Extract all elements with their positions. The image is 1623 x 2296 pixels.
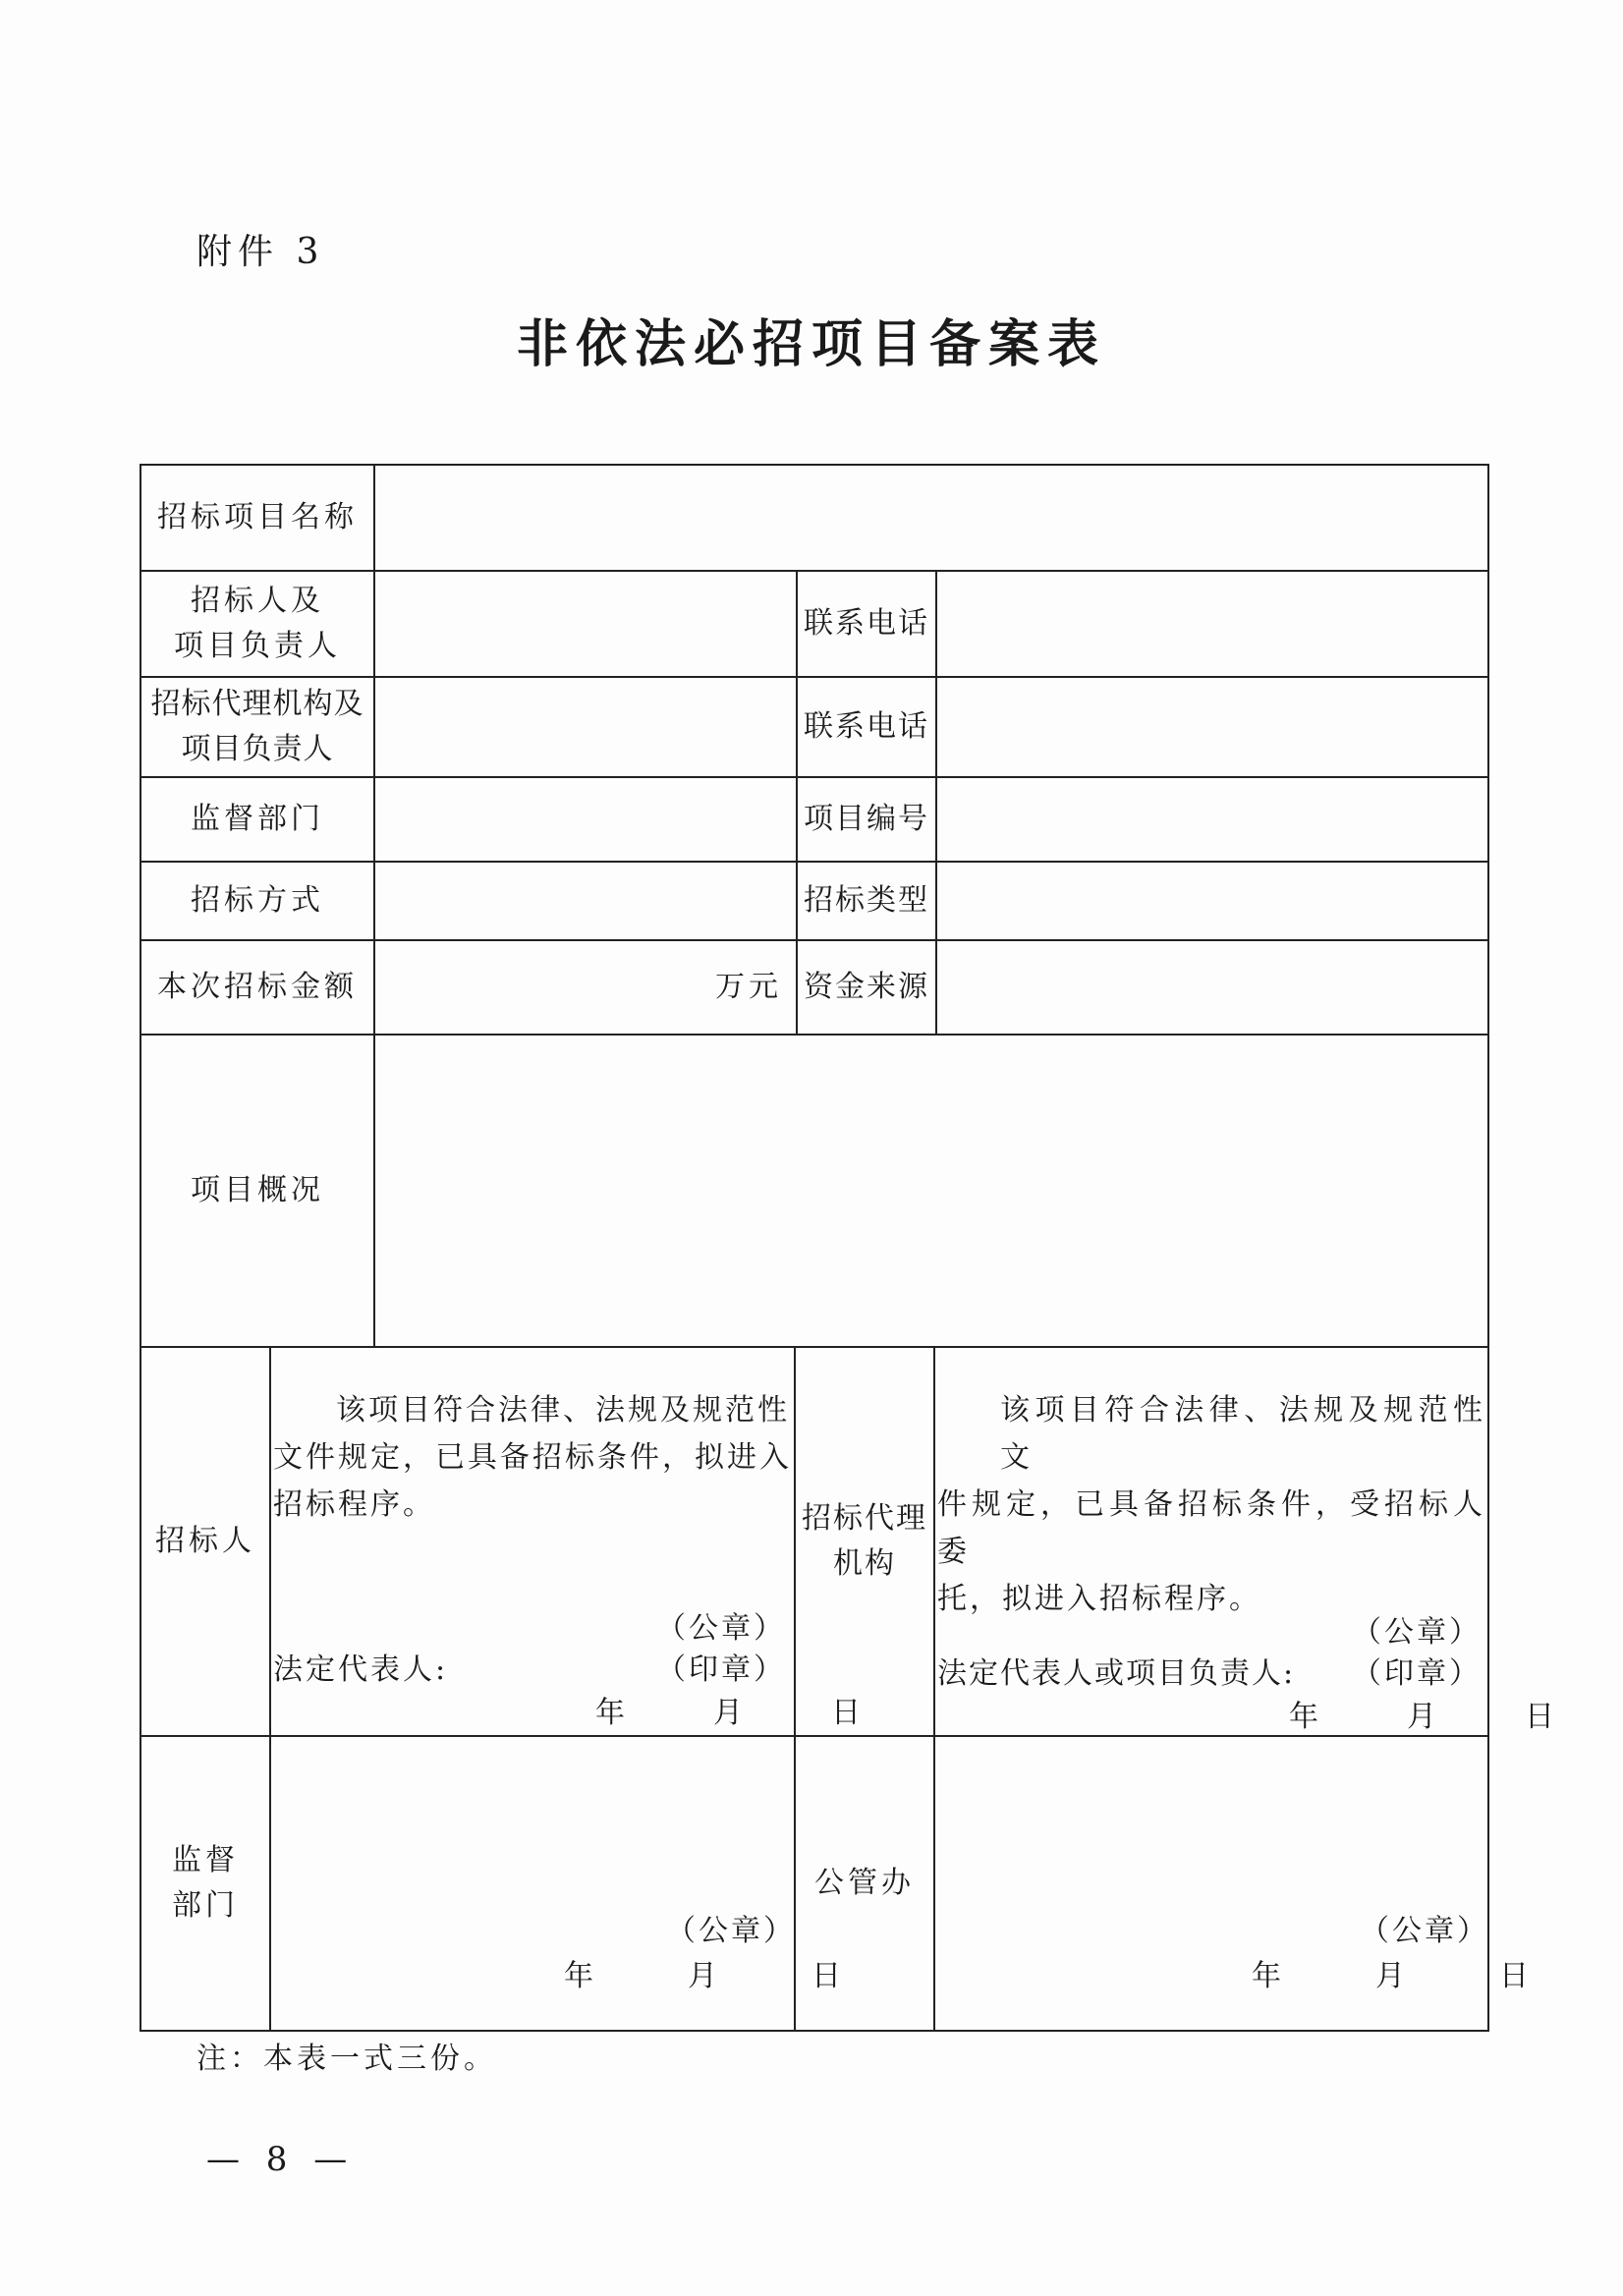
- phone-label-1: 联系电话: [804, 606, 929, 641]
- attachment-label: 附件 3: [196, 232, 325, 272]
- amount-field[interactable]: [375, 941, 796, 1034]
- bid-method-field[interactable]: [375, 863, 796, 939]
- project-name-label: 招标项目名称: [157, 500, 358, 534]
- agency-statement-line: 该项目符合法律、法规及规范性文: [1000, 1393, 1485, 1475]
- fund-source-field[interactable]: [937, 941, 1487, 1034]
- fund-source-label: 资金来源: [804, 970, 929, 1004]
- agency-label-line2: 项目负责人: [181, 732, 334, 766]
- project-no-label: 项目编号: [804, 802, 929, 836]
- supervision-dept-label: 监督部门: [191, 802, 324, 836]
- agency-statement: [937, 1387, 1485, 1623]
- bid-type-field[interactable]: [937, 863, 1487, 939]
- overview-label: 项目概况: [191, 1173, 324, 1207]
- column-divider: [933, 1346, 935, 2032]
- table-border-bottom: [140, 2030, 1489, 2032]
- public-office-seal: （公章）: [1360, 1914, 1489, 1948]
- tenderer-rep-label: 法定代表人:: [273, 1652, 449, 1687]
- agency-statement-line: 托，拟进入招标程序。: [937, 1582, 1261, 1616]
- tenderer-label-line2: 项目负责人: [174, 629, 341, 663]
- agency-section-label: [796, 1348, 933, 1735]
- public-office-label: 公管办: [814, 1866, 915, 1900]
- agency-rep-label: 法定代表人或项目负责人:: [937, 1656, 1296, 1691]
- supervision-seal: （公章）: [666, 1914, 796, 1948]
- page-number: — 8 —: [206, 2140, 356, 2179]
- tenderer-statement-line: 该项目符合法律、法规及规范性: [336, 1393, 790, 1428]
- agency-label-line1: 招标代理机构及: [150, 687, 364, 721]
- public-office-date: 年 月 日: [1252, 1959, 1540, 1993]
- phone-field-2[interactable]: [937, 678, 1487, 776]
- supervision-date: 年 月 日: [564, 1959, 853, 1993]
- tenderer-date: 年 月 日: [595, 1696, 870, 1730]
- tenderer-field[interactable]: [375, 572, 796, 676]
- footnote: 注：本表一式三份。: [196, 2042, 497, 2076]
- amount-label: 本次招标金额: [157, 970, 358, 1004]
- tenderer-statement-line: 文件规定，已具备招标条件，拟进入: [273, 1440, 792, 1475]
- form-title: 非依法必招项目备案表: [516, 314, 1106, 374]
- agency-date: 年 月 日: [1289, 1700, 1564, 1734]
- tenderer-label: [141, 572, 373, 676]
- tenderer-seal: （公章）: [656, 1611, 786, 1646]
- bid-method-label: 招标方式: [191, 883, 324, 918]
- tenderer-statement: [273, 1387, 792, 1529]
- agency-field[interactable]: [375, 678, 796, 776]
- supervision-dept-field[interactable]: [375, 778, 796, 861]
- supervision-section-label: [141, 1737, 269, 2030]
- agency-seal: （公章）: [1352, 1615, 1482, 1650]
- overview-field[interactable]: [375, 1036, 1487, 1346]
- phone-field-1[interactable]: [937, 572, 1487, 676]
- supervision-section-label-line2: 部门: [172, 1888, 239, 1923]
- agency-label: [141, 678, 373, 776]
- phone-label-2: 联系电话: [804, 709, 929, 744]
- project-name-field[interactable]: [375, 466, 1487, 570]
- project-no-field[interactable]: [937, 778, 1487, 861]
- table-border-right: [1487, 464, 1489, 2032]
- bid-type-label: 招标类型: [804, 883, 929, 918]
- agency-statement-line: 件规定，已具备招标条件，受招标人委: [937, 1487, 1485, 1569]
- tenderer-label-line1: 招标人及: [191, 584, 324, 618]
- agency-stamp: （印章）: [1352, 1656, 1482, 1691]
- amount-unit: 万元: [715, 970, 782, 1004]
- column-divider: [269, 1346, 271, 2032]
- tenderer-section-label: 招标人: [155, 1524, 255, 1558]
- tenderer-statement-line: 招标程序。: [273, 1487, 435, 1522]
- agency-section-label-line1: 招标代理: [802, 1501, 927, 1536]
- tenderer-stamp: （印章）: [656, 1652, 786, 1687]
- agency-section-label-line2: 机构: [833, 1546, 896, 1581]
- supervision-section-label-line1: 监督: [172, 1843, 239, 1877]
